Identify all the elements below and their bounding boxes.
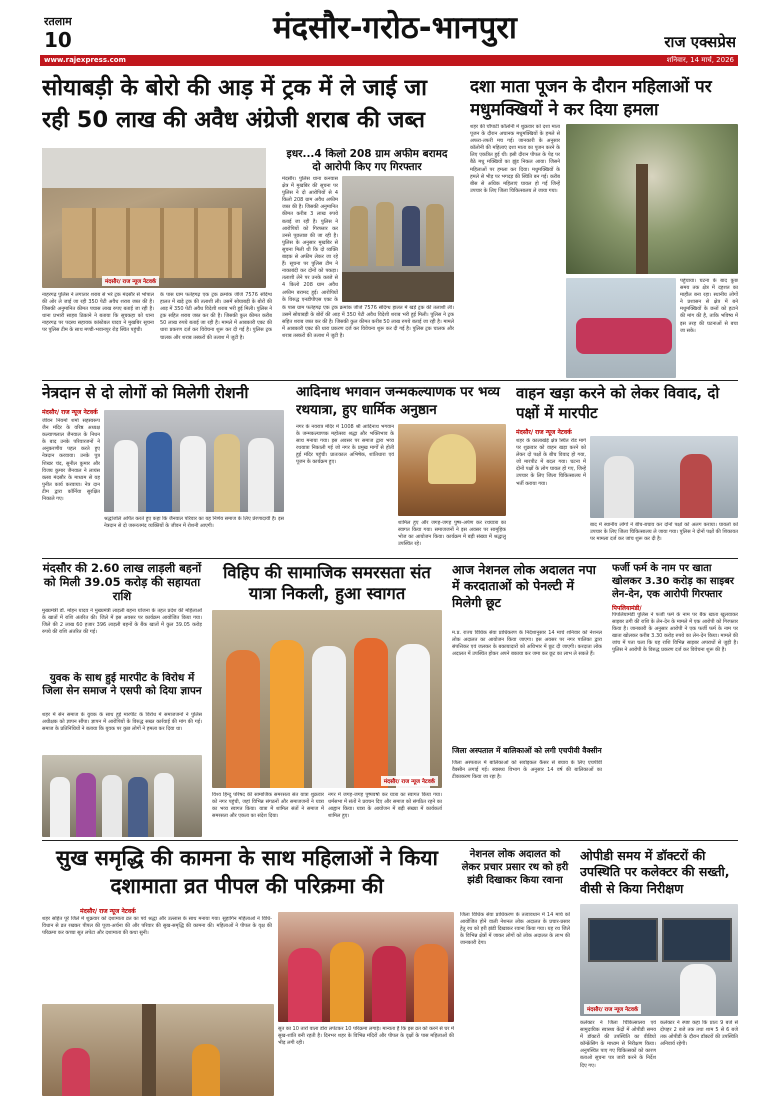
page-title: मंदसौर-गरोठ-भानपुरा	[273, 10, 517, 46]
story-liquor-col2: के पास ग्राम फतेहगढ़ एक ट्रक क्रमांक जीजे 7576 संदिग्ध हालत में खड़े ट्रक की तलाशी ली। उसमें सोयाबड़ी के बोरों की आड़ में 350 पेटी अवैध विदेशी शराब भरी हुई मिली। पुलिस ने ट्रक सहित शराब जब्त कर की है। जिसकी कुल कीमत करीब 50 लाख रुपये बताई जा रही है। मामले में आबकारी एक्ट की धारा प्रकरण दर्ज कर विवेचना शुरू कर दी गई है। पुलिस ट्रक चालक और शराब तस्करों की तलाश में जुटी है।	[160, 292, 272, 341]
story-cyber-fraud: पिपलियामंडी पुलिस ने फर्जी फर्म के नाम पर बैंक खाता खुलवाकर साइबर ठगी की राशि के लेन-देन के मामले में एक आरोपी को गिरफ्तार किया है। जानकारी के अनुसार आरोपी ने एक फर्जी फर्म के नाम पर खाता खोलकर करीब 3.30 करोड़ रुपये का लेन-देन किया। मामले की जांच में पता चला कि यह राशि विभिन्न साइबर अपराधों से जुड़ी है। पुलिस ने आरोपी के विरुद्ध प्रकरण दर्ज कर विवेचना शुरू की है।	[612, 612, 738, 654]
divider	[42, 558, 738, 559]
story-lok-adalat-rath: जिला विधिक सेवा प्राधिकरण के तत्वावधान में 14 मार्च को आयोजित होने वाली नेशनल लोक अदालत के प्रचार-प्रसार हेतु रथ को हरी झंडी दिखाकर रवाना किया गया। यह रथ जिले के विभिन्न क्षेत्रों में जाकर लोगों को लोक अदालत के लाभ की जानकारी देगा।	[460, 912, 570, 947]
photo-sen-samaj	[42, 755, 202, 837]
story-bee-col1: शहर की चौपाटी कॉलोनी में शुक्रवार को दशा माता पूजन के दौरान अचानक मधुमक्खियों के हमले से अफरा-तफरी मच गई। जानकारी के अनुसार कॉलोनी की महिलाएं दशा माता का पूजन करने के लिए एकत्रित हुई थीं। इसी दौरान पीपल के पेड़ पर बैठे मधु मक्खियों का झुंड निकल आया। जिसने महिलाओं पर हमला कर दिया। मधुमक्खियों के हमले से भीड़ पर भगदड़ की स्थिति बन गई। करीब बीस से अधिक महिलाएं घायल हो गईं जिन्हें उपचार के लिए जिला चिकित्सालय ले जाया गया।	[470, 124, 560, 194]
story-opd-col1: कलेक्टर ने जिला चिकित्सालय एवं सामुदायिक स्वास्थ्य केंद्रों में ओपीडी समय में डॉक्टरों की उपस्थिति का वीडियो कॉन्फ्रेंसिंग के माध्यम से निरीक्षण किया। अनुपस्थित पाए गए चिकित्सकों को कारण बताओ सूचना पत्र जारी करने के निर्देश दिए गए।	[580, 1020, 656, 1069]
photo-opium-police	[342, 176, 454, 302]
photo-vhp-yatra	[212, 610, 442, 788]
story-hpv-vaccine: जिला अस्पताल में बालिकाओं को सर्वाइकल कैंसर से बचाव के लिए एचपीवी वैक्सीन लगाई गई। स्वास्थ्य विभाग के अनुसार 14 वर्ष की बालिकाओं का टीकाकरण किया जा रहा है।	[452, 760, 602, 781]
headline-opium-arrest: इधर...4 किलो 208 ग्राम अफीम बरामद दो आरोपी किए गए गिरफ्तार	[286, 148, 448, 173]
headline-eye-donation: नेत्रदान से दो लोगों को मिलेगी रोशनी	[42, 384, 249, 402]
headline-hpv-vaccine: जिला अस्पताल में बालिकाओं को लगी एचपीवी वैक्सीन	[452, 746, 602, 755]
story-eye-col2: श्रद्धांजलि अर्पित करते हुए कहा कि जैनवाल परिवार का यह निर्णय समाज के लिए प्रेरणादायी है। इस नेत्रदान से दो जरूरतमंद व्यक्तियों के जीवन में रोशनी आएगी।	[104, 516, 284, 530]
photo-bee-victim	[566, 278, 676, 378]
story-ladli-behna: मुख्यमंत्री डॉ. मोहन यादव ने मुख्यमंत्री लाड़ली बहना योजना के तहत प्रदेश की महिलाओं के खातों में राशि अंतरित की। जिले में इस अवसर पर कार्यक्रम आयोजित किया गया। जिले की 2 लाख 60 हजार 396 लाड़ली बहनों के बैंक खातों में कुल 39.05 करोड़ रुपये की राशि अंतरित की गई।	[42, 608, 202, 636]
website-link[interactable]: www.rajexpress.com	[44, 56, 126, 64]
story-eye-col1: जीवन नियमों शर्मा सहस्वरूप जैन मंदिर के वरिष्ठ अध्यक्ष कल्याणलाल जैनवाल के निधन के बाद उनके परिवारजनों ने अनुकरणीय पहल करते हुए नेत्रदान करवाया। उनके पुत्र शिखर चंद, सुनील कुमार और विजय कुमार जैनवाल ने लायंस क्लब मंदसौर के माध्यम से यह पुनीत कार्य करवाया। नेत्र दान टीम द्वारा कॉर्निया सुरक्षित निकाले गए।	[42, 418, 100, 503]
photo-caption: मंदसौर/ राज न्यूज नेटवर्क	[102, 276, 159, 286]
story-sen-samaj: शहर में सेन समाज के युवक के साथ हुई मारपीट के विरोध में समाजजनों ने पुलिस अधीक्षक को ज्ञापन सौंपा। ज्ञापन में आरोपियों के विरुद्ध सख्त कार्रवाई की मांग की गई। समाज के प्रतिनिधियों ने बताया कि युवक पर कुछ लोगों ने हमला कर दिया था।	[42, 712, 202, 733]
headline-bee-attack: दशा माता पूजन के दौरान महिलाओं पर मधुमक्खियों ने कर दिया हमला	[470, 77, 712, 120]
issue-date: शनिवार, 14 मार्च, 2026	[666, 56, 734, 64]
headline-liquor-seizure: सोयाबड़ी के बोरो की आड़ में ट्रक में ले जाई जा रही 50 लाख की अवैध अंग्रेजी शराब की जब्त	[42, 75, 427, 133]
brand-name: राज एक्सप्रेस	[664, 33, 736, 51]
story-opium-col2: के पास ग्राम फतेहगढ़ एक ट्रक क्रमांक जीजे 7576 संदिग्ध हालत में खड़े ट्रक की तलाशी ली। उसमें सोयाबड़ी के बोरों की आड़ में 350 पेटी अवैध विदेशी शराब भरी हुई मिली। पुलिस ने ट्रक सहित शराब जब्त कर की है। जिसकी कुल कीमत करीब 50 लाख रुपये बताई जा रही है। मामले में आबकारी एक्ट की धारा प्रकरण दर्ज कर विवेचना शुरू कर दी गई है। पुलिस ट्रक चालक और शराब तस्करों की तलाश में जुटी है।	[282, 305, 454, 340]
story-parking-col2: बाद में स्थानीय लोगों ने बीच-बचाव कर दोनों पक्षों को अलग कराया। घायलों को उपचार के लिए जिला चिकित्सालय ले जाया गया। पुलिस ने दोनों पक्षों की शिकायत पर मामला दर्ज कर जांच शुरू कर दी है।	[590, 522, 738, 543]
headline-cyber-fraud: फर्जी फर्म के नाम पर खाता खोलकर 3.30 करोड़ का साइबर लेन-देन, एक आरोपी गिरफ्तार	[612, 563, 734, 600]
divider	[42, 380, 738, 381]
photo-dashamata-tree	[42, 1004, 274, 1096]
story-bee-col2: पहुंचाया। घटना के बाद कुछ समय तक क्षेत्र में दहशत का माहौल बना रहा। स्थानीय लोगों ने प्रशासन से क्षेत्र में बने मधुमक्खियों के छत्तों को हटाने की मांग की है, ताकि भविष्य में इस तरह की घटनाओं से बचा जा सके।	[680, 278, 738, 334]
headline-opd-inspection: ओपीडी समय में डॉक्टरों की उपस्थिति पर कलेक्टर की सख्ती, वीसी से किया निरीक्षण	[580, 848, 730, 896]
story-lok-adalat-penalty: म.प्र. राज्य विधिक सेवा प्राधिकरण के निर्देशानुसार 14 मार्च शनिवार को नेशनल लोक अदालत का आयोजन किया जाएगा। इस अवसर पर नगर पालिका द्वारा संपत्तिकर एवं जलकर के बकायादारों को अधिभार में छूट दी जाएगी। करदाता लोक अदालत में उपस्थित होकर अपने बकाया कर जमा कर छूट का लाभ ले सकते हैं।	[452, 630, 602, 658]
story-vhp-col1: विश्व हिन्दू परिषद की सामाजिक समरसता संत यात्रा शुक्रवार को नगर पहुंची, जहां विभिन्न संगठनों और समाजजनों ने यात्रा का भव्य स्वागत किया। यात्रा में शामिल संतों ने समाज में समरसता और एकता का संदेश दिया।	[212, 792, 324, 820]
headline-dashamata: सुख समृद्धि की कामना के साथ महिलाओं ने किया दशामाता व्रत पीपल की परिक्रमा की	[56, 846, 438, 899]
headline-lok-adalat-rath: नेशनल लोक अदालत को लेकर प्रचार प्रसार रथ को हरी झंडी दिखाकर किया रवाना	[461, 849, 569, 886]
photo-opd-vc	[580, 904, 738, 1016]
story-liquor-col1: नाहरगढ़ पुलिस ने लगातार शराब से भरे ट्रक मंदसौर से भोपाल की ओर ले जाई जा रही 350 पेटी अवैध शराब जब्त की है। जिसकी अनुमानित कीमत पचास लाख रुपए बताई जा रही है। थाना प्रभारी साहब ठिकाने ने बताया कि सूचकहा को थाना नाहरगढ़ पर पदस्थ सहायक कांस्टेबल यादव ने मुखबिर सूचना पर पुलिस टीम के साथ मण्डी-भवानपुर रोड़ स्थित पहुंची।	[42, 292, 154, 334]
headline-vhp-yatra: विहिप की सामाजिक समरसता संत यात्रा निकली, हुआ स्वागत	[223, 563, 431, 604]
city-name: रतलाम	[44, 15, 72, 28]
story-rathyatra-col2: शामिल हुए और जगह-जगह पुष्प-अर्पण कर रथयात्रा का स्वागत किया गया। समाजजनों ने इस अवसर पर सामूहिक भोज का आयोजन किया। कार्यक्रम में बड़ी संख्या में श्रद्धालु उपस्थित रहे।	[398, 520, 506, 548]
photo-dashamata-women	[278, 912, 454, 1022]
story-rathyatra-col1: नगर के नवरात्र मंदिर में 1008 श्री आदिनाथ भगवान के जन्मकल्याणक महोत्सव श्रद्धा और भक्तिभाव के साथ मनाया गया। इस अवसर पर समाज द्वारा भव्य रथयात्रा निकाली गई जो नगर के प्रमुख मार्गों से होती हुई मंदिर पहुंची। प्रातःकाल अभिषेक, शांतिधारा एवं पूजन के कार्यक्रम हुए।	[296, 424, 394, 466]
photo-rathyatra	[398, 424, 506, 516]
photo-caption: मंदसौर/ राज न्यूज नेटवर्क	[381, 776, 438, 786]
byline-cyber: पिपलियामंडी/	[612, 605, 642, 612]
story-dashamata-col2: सूत का 10 तारों वाला डोरा लपेटकर 10 परिक्रमा लगाई। मान्यता है कि इस व्रत को करने से घर में सुख-शांति बनी रहती है। दिनभर शहर के विभिन्न मंदिरों और पीपल के वृक्षों के पास महिलाओं की भीड़ लगी रही।	[278, 1026, 454, 1047]
story-dashamata-col1: शहर सहित पूरे जिले में शुक्रवार को दशामाता व्रत का पर्व श्रद्धा और उल्लास के साथ मनाया गया। सुहागिन महिलाओं ने विधि-विधान से व्रत रखकर पीपल की पूजा-अर्चना की और परिवार की सुख-समृद्धि की कामना की। महिलाओं ने पीपल के वृक्ष की परिक्रमा कर कच्चा सूत लपेटा और दशामाता की कथा सुनी।	[42, 916, 272, 937]
photo-bee-tree	[566, 124, 738, 274]
photo-parking-victims	[590, 436, 738, 518]
photo-eye-donation	[104, 410, 284, 512]
headline-rathyatra: आदिनाथ भगवान जन्मकल्याणक पर भव्य रथयात्रा, हुए धार्मिक अनुष्ठान	[296, 384, 500, 418]
headline-sen-samaj: युवक के साथ हुई मारपीट के विरोध में जिला सेन समाज ने एसपी को दिया ज्ञापन	[42, 672, 202, 697]
page-number: 10	[44, 28, 72, 52]
story-vhp-col2: नगर में जगह-जगह पुष्पवर्षा कर यात्रा का स्वागत किया गया। धर्मसभा में संतों ने प्रवचन दिए और समाज को संगठित रहने का आह्वान किया। यात्रा के आयोजन में बड़ी संख्या में कार्यकर्ता शामिल हुए।	[328, 792, 442, 820]
story-opium-col1: मंदसौर। पुलिस थाना कनवास क्षेत्र में मुखबिर की सूचना पर पुलिस ने दो आरोपियों से 4 किलो 208 ग्राम अवैध अफीम जब्त की है। जिसकी अनुमानित कीमत करीब 3 लाख रुपये बताई जा रही है। पुलिस ने आरोपियों को गिरफ्तार कर उनसे पूछताछ की जा रही है। पुलिस के अनुसार मुखबिर से सूचना मिली थी कि दो व्यक्ति बाइक से अफीम लेकर जा रहे हैं। सूचना पर पुलिस टीम ने नाकाबंदी कर दोनों को पकड़ा। तलाशी लेने पर उनके कब्जे से 4 किलो 208 ग्राम अवैध अफीम बरामद हुई। आरोपियों के विरुद्ध एनडीपीएस एक्ट के	[282, 176, 338, 302]
story-parking-col1: शहर के कालाखेड़े क्षेत्र स्थित रोड मार्ग पर शुक्रवार को वाहन खड़ा करने को लेकर दो पक्षों के बीच विवाद हो गया, जो मारपीट में बदल गया। घटना में दोनों पक्षों के लोग घायल हो गए, जिन्हें उपचार के लिए जिला चिकित्सालय में भर्ती कराया गया।	[516, 438, 586, 487]
divider	[42, 840, 738, 841]
masthead-bar	[40, 55, 738, 66]
story-opd-col2: कलेक्टर ने स्पष्ट कहा कि प्रातः 9 बजे से दोपहर 2 बजे तक तथा शाम 5 से 6 बजे तक ओपीडी के दौरान डॉक्टरों की उपस्थिति अनिवार्य रहेगी।	[660, 1020, 738, 1048]
byline-eye: मंदसौर/ राज न्यूज नेटवर्क	[42, 409, 98, 416]
byline-dashamata: मंदसौर/ राज न्यूज नेटवर्क	[80, 908, 136, 915]
photo-caption: मंदसौर/ राज न्यूज नेटवर्क	[584, 1004, 641, 1014]
headline-parking-dispute: वाहन खड़ा करने को लेकर विवाद, दो पक्षों में मारपीट	[516, 384, 720, 422]
byline-parking: मंदसौर/ राज न्यूज नेटवर्क	[516, 429, 572, 436]
headline-ladli-behna: मंदसौर की 2.60 लाख लाड़ली बहनों को मिली 39.05 करोड़ की सहायता राशि	[42, 562, 202, 603]
headline-lok-adalat-penalty: आज नेशनल लोक अदालत नपा में करदाताओं को पेनल्टी में मिलेगी छूट	[452, 562, 596, 610]
photo-liquor-truck	[42, 148, 266, 288]
